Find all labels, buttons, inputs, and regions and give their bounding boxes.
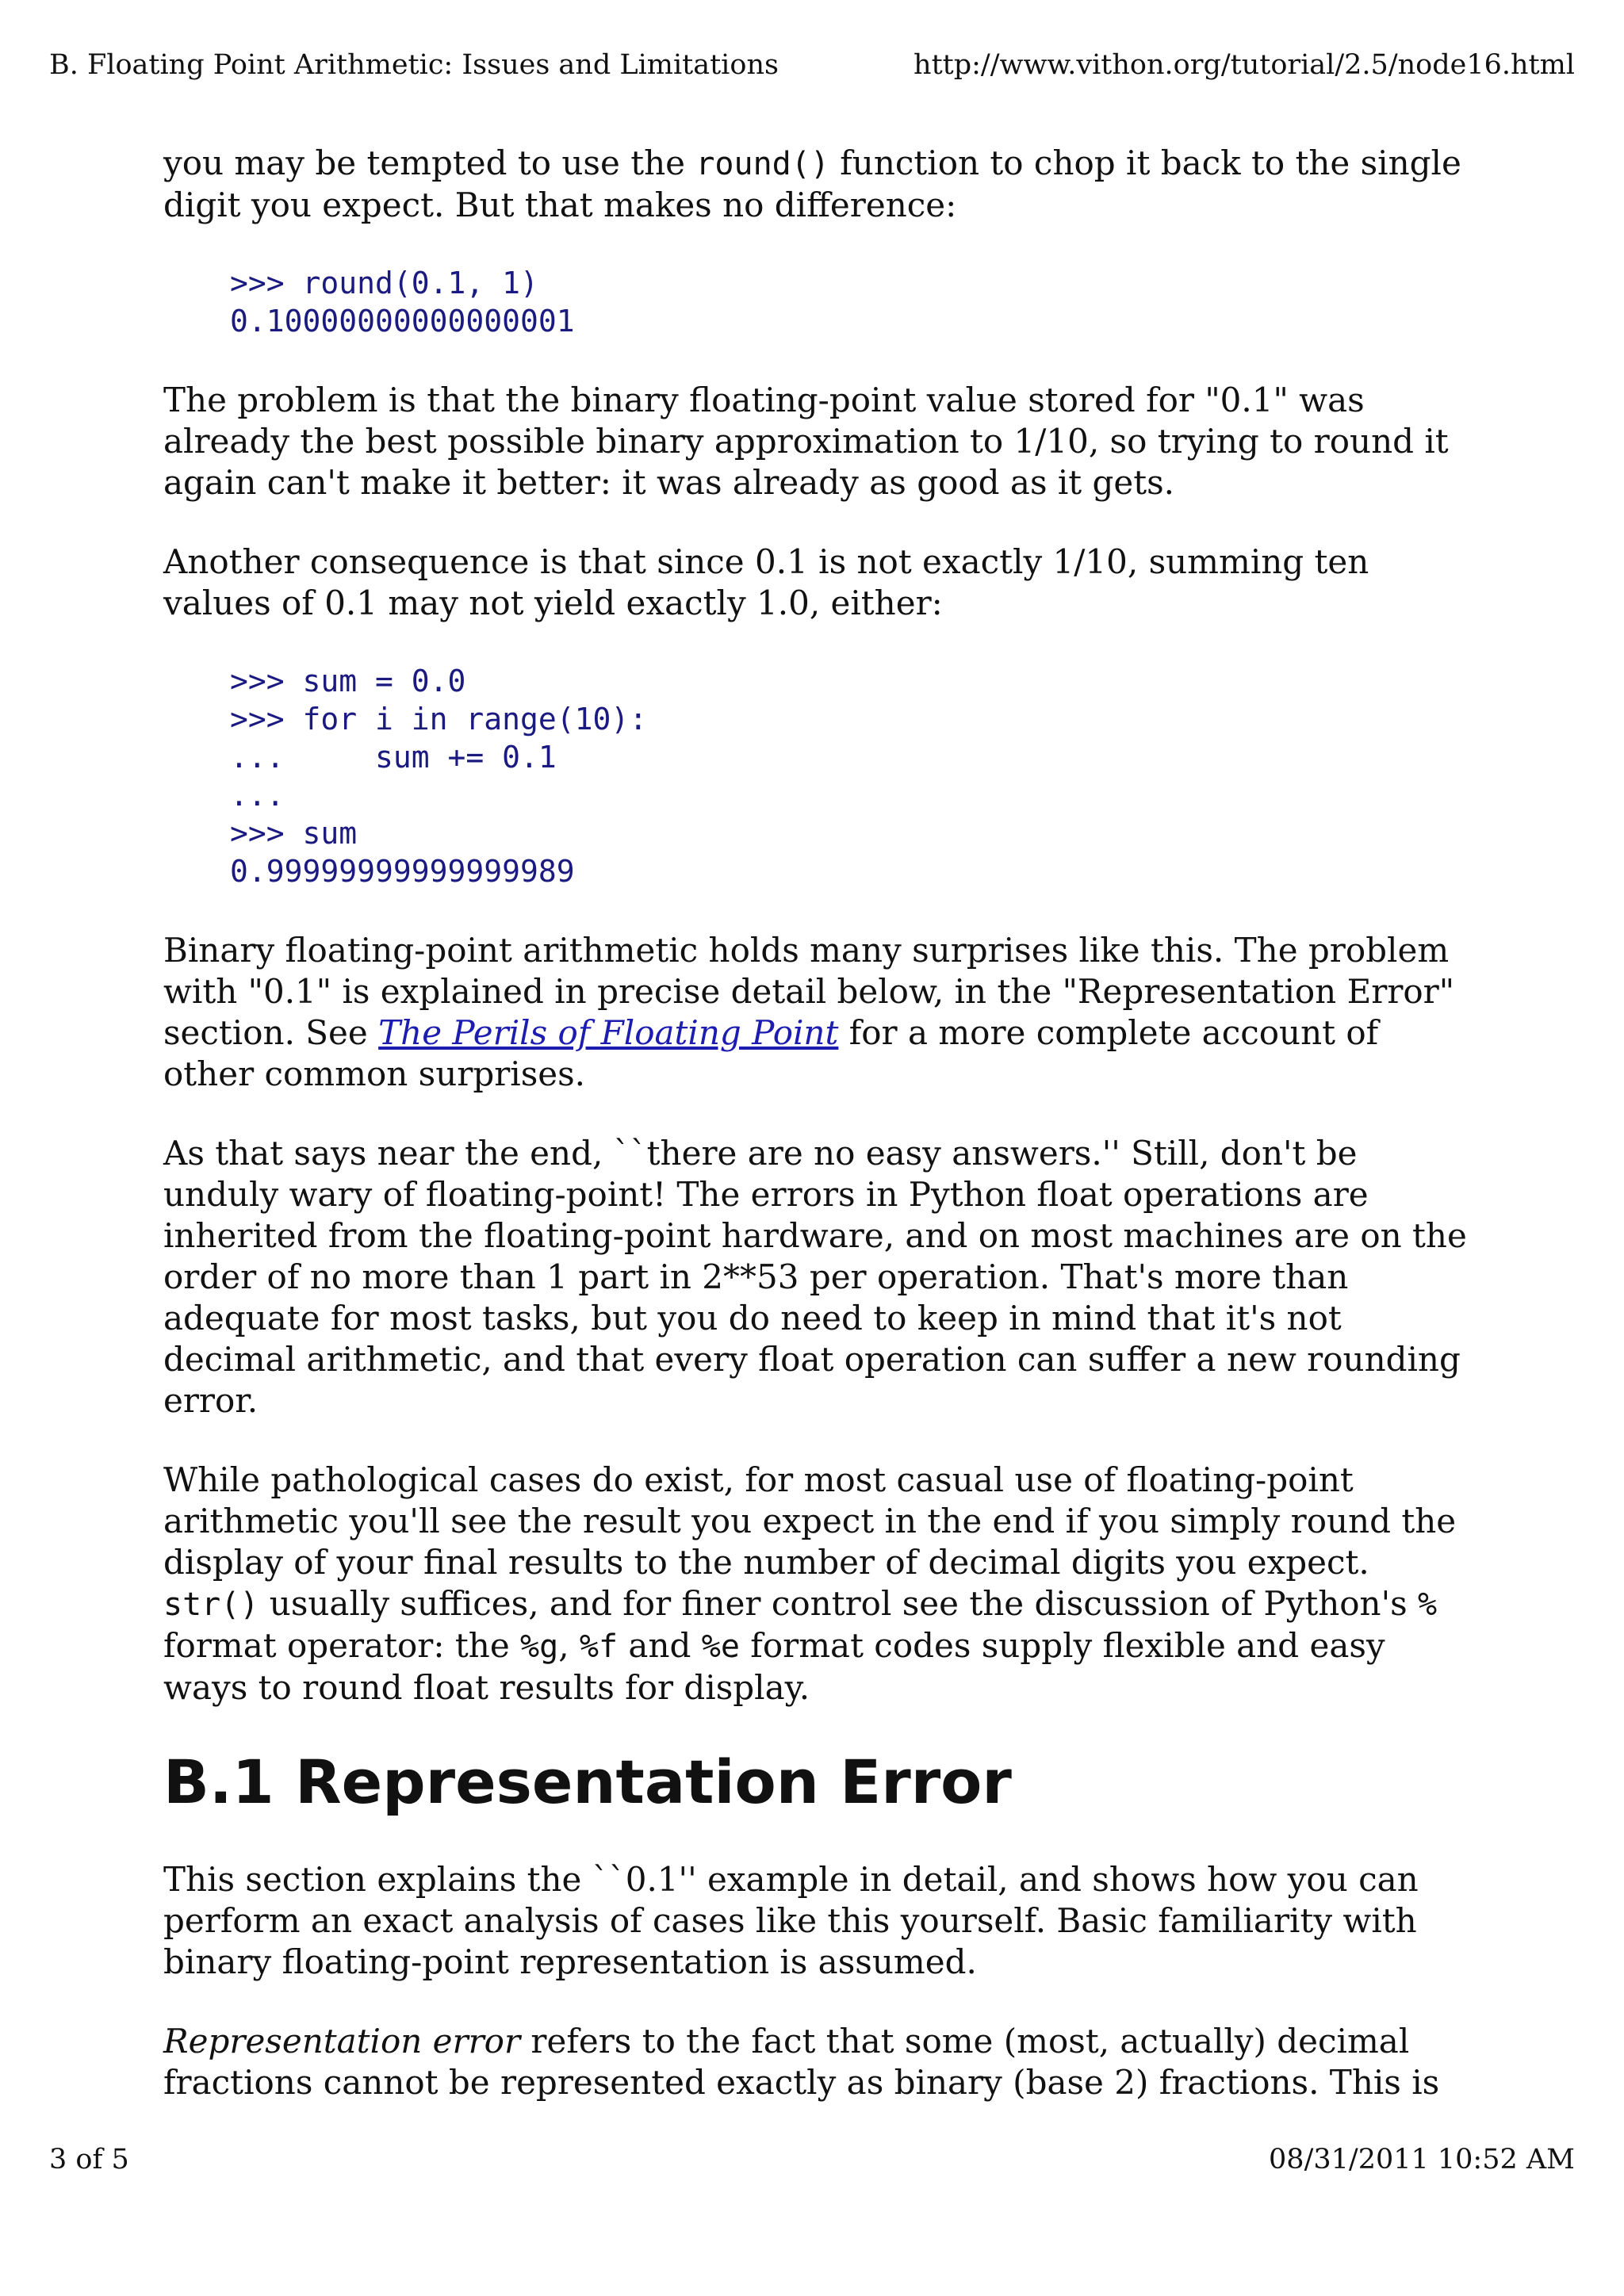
paragraph-no-easy-answers: As that says near the end, ``there are no easy answers.'' Still, don't be unduly wary of floating-point! The errors in Python float operations are inherited from the floating-point hardware, and on most machines are on the order of no more than 1 part in 2**53 per operation. That's more than adequate for most tasks, but you do need to keep in mind that it's not decimal arithmetic, and that every float operation can suffer a new rounding error. [163,1134,1467,1420]
text-run: you may be tempted to use the [163,144,696,182]
text-run: usually suffices, and for finer control see the discussion of Python's [259,1584,1419,1623]
code-block-sum: >>> sum = 0.0 >>> for i in range(10): ... sum += 0.1 ... >>> sum 0.99999999999999989 [230,664,648,889]
paragraph-pathological [163,1460,1472,1709]
inline-code-f: %f [579,1628,619,1665]
print-footer [49,2144,1575,2175]
page-url: http://www.vithon.org/tutorial/2.5/node16.html [914,49,1575,81]
inline-code-e: %e [701,1628,740,1665]
inline-code-percent: % [1418,1586,1438,1623]
page-title: B. Floating Point Arithmetic: Issues and Limitations [49,49,779,81]
text-run: format codes supply flexible and easy ways to round float results for display. [163,1626,1385,1707]
print-header [49,49,1575,81]
print-datetime: 08/31/2011 10:52 AM [1269,2144,1575,2175]
text-run: for a more complete account of other common surprises. [163,1013,1379,1093]
code-block-round: >>> round(0.1, 1) 0.10000000000000001 [230,266,575,339]
text-run: format operator: the [163,1626,521,1665]
text-run: , [558,1626,580,1665]
text-run: function to chop it back to the single digit you expect. But that makes no difference: [163,144,1461,224]
page-number: 3 of 5 [49,2144,129,2175]
text-run: While pathological cases do exist, for most casual use of floating-point arithmetic you'll see the result you expect in the end if you simply round the display of your final results to the number of decimal digits you expect. [163,1460,1457,1582]
perils-link[interactable]: The Perils of Floating Point [378,1013,839,1052]
inline-code-str: str() [163,1586,259,1623]
paragraph-surprises [163,930,1472,1095]
section-heading: B.1 Representation Error [163,1747,1012,1817]
inline-code-round: round() [695,146,829,182]
paragraph-representation-error [163,2021,1472,2103]
paragraph-problem: The problem is that the binary floating-point value stored for "0.1" was already the best possible binary approximation to 1/10, so trying to round it again can't make it better: it was already as good as it gets. [163,381,1449,502]
text-run: refers to the fact that some (most, actually) decimal fractions cannot be represented exactly as binary (base 2) fractions. This is [163,2022,1440,2102]
paragraph-round [163,143,1472,226]
paragraph-consequence: Another consequence is that since 0.1 is not exactly 1/10, summing ten values of 0.1 may not yield exactly 1.0, either: [163,542,1369,622]
inline-code-g: %g [520,1628,559,1665]
term-representation-error: Representation error [163,2022,521,2061]
text-run: and [618,1626,702,1665]
document-body [163,143,1472,2141]
text-run: Binary floating-point arithmetic holds many surprises like this. The problem with "0.1" is explained in precise detail below, in the "Representation Error" section. See [163,931,1455,1052]
paragraph-section-intro: This section explains the ``0.1'' example in detail, and shows how you can perform an exact analysis of cases like this yourself. Basic familiarity with binary floating-point representation is assumed. [163,1860,1419,1981]
